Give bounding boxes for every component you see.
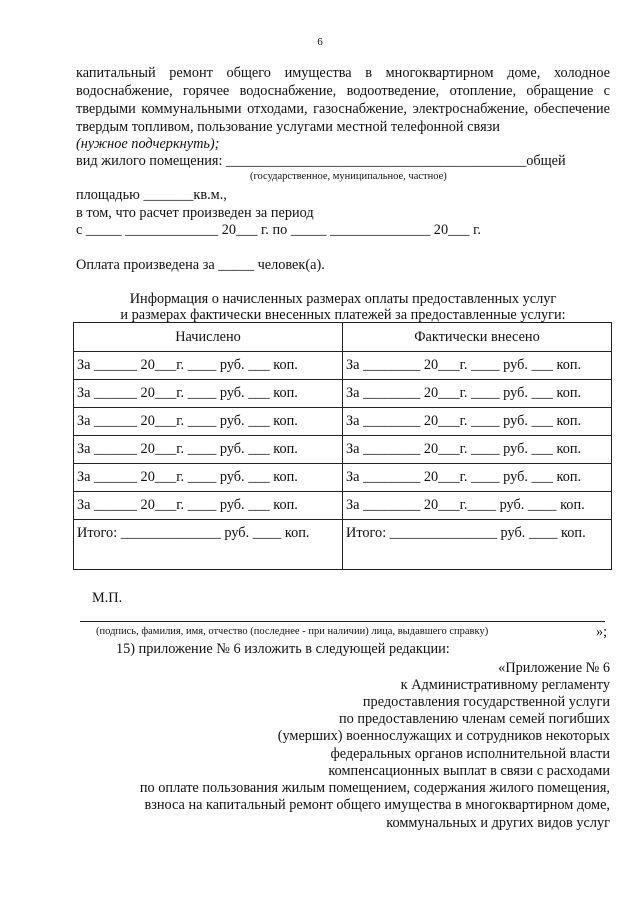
services-paragraph: капитальный ремонт общего имущества в многоквартирном доме, холодное водоснабжение, горячее водоснабжение, водоотведение, отопление, обращение с твердыми коммунальными отходами, газоснабжение, электроснабжение, обеспечение твердым топливом, пользование услугами местной телефонной связи: [76, 65, 610, 135]
table-row: [74, 408, 612, 436]
paid-cell: За ________ 20___г. ____ руб. ___ коп.: [343, 436, 612, 464]
appendix-line: (умерших) военнослужащих и сотрудников некоторых: [277, 728, 610, 744]
period-line: с _____ _____________ 20___ г. по _____ ______________ 20___ г.: [76, 222, 481, 238]
appendix-line: взноса на капитальный ремонт общего имущества в многоквартирном доме,: [144, 797, 610, 813]
appendix-line: федеральных органов исполнительной власти: [330, 746, 610, 762]
total-paid-cell: Итого: _______________ руб. ____ коп.: [343, 520, 612, 570]
table-row: [74, 380, 612, 408]
signature-line: [80, 621, 605, 622]
table-title-line-1: Информация о начисленных размерах оплаты предоставленных услуг: [129, 291, 557, 307]
stamp-label: М.П.: [92, 590, 123, 606]
accrued-cell: За ______ 20___г. ____ руб. ___ коп.: [74, 352, 343, 380]
appendix-line: по предоставлению членам семей погибших: [339, 711, 610, 727]
appendix-line: предоставления государственной услуги: [362, 694, 610, 710]
table-row: [74, 436, 612, 464]
paid-cell: За ________ 20___г. ____ руб. ___ коп.: [343, 464, 612, 492]
paid-cell: За ________ 20___г. ____ руб. ___ коп.: [343, 380, 612, 408]
paid-cell: За ________ 20___г. ____ руб. ___ коп.: [343, 352, 612, 380]
table-row: [74, 464, 612, 492]
appendix-line: коммунальных и других видов услуг: [386, 815, 610, 831]
accrued-cell: За ______ 20___г. ____ руб. ___ коп.: [74, 408, 343, 436]
header-accrued: Начислено: [74, 323, 343, 352]
table-row: [74, 492, 612, 520]
housing-type-line: вид жилого помещения: __________________________________________общей: [76, 153, 566, 169]
signature-end: »;: [596, 624, 608, 640]
appendix-line: компенсационных выплат в связи с расходами: [328, 763, 610, 779]
area-line: площадью _______кв.м.,: [76, 187, 227, 203]
table-row: [74, 352, 612, 380]
accrued-cell: За ______ 20___г. ____ руб. ___ коп.: [74, 380, 343, 408]
signature-hint: (подпись, фамилия, имя, отчество (последнее - при наличии) лица, выдавшего справку): [96, 626, 489, 637]
appendix-line: «Приложение № 6: [498, 660, 610, 676]
table-title-line-2: и размерах фактически внесенных платежей за предоставленные услуги:: [120, 307, 566, 323]
page-number: 6: [317, 36, 323, 48]
paid-cell: За ________ 20___г. ____ руб. ___ коп.: [343, 408, 612, 436]
total-accrued-cell: Итого: ______________ руб. ____ коп.: [74, 520, 343, 570]
housing-type-hint: (государственное, муниципальное, частное): [250, 171, 447, 182]
payments-table: [73, 322, 612, 570]
accrued-cell: За ______ 20___г. ____ руб. ___ коп.: [74, 436, 343, 464]
item-15: 15) приложение № 6 изложить в следующей редакции:: [116, 641, 450, 657]
appendix-line: по оплате пользования жилым помещением, содержания жилого помещения,: [139, 780, 610, 796]
header-paid: Фактически внесено: [343, 323, 612, 352]
accrued-cell: За ______ 20___г. ____ руб. ___ коп.: [74, 464, 343, 492]
table-total-row: [74, 520, 612, 570]
period-intro: в том, что расчет произведен за период: [76, 205, 314, 221]
underline-note: (нужное подчеркнуть);: [76, 136, 220, 152]
table-header-row: [74, 323, 612, 352]
paid-for-line: Оплата произведена за _____ человек(а).: [76, 257, 325, 273]
paid-cell: За ________ 20___г.____ руб. ____ коп.: [343, 492, 612, 520]
accrued-cell: За ______ 20___г. ____ руб. ___ коп.: [74, 492, 343, 520]
appendix-line: к Административному регламенту: [400, 677, 610, 693]
